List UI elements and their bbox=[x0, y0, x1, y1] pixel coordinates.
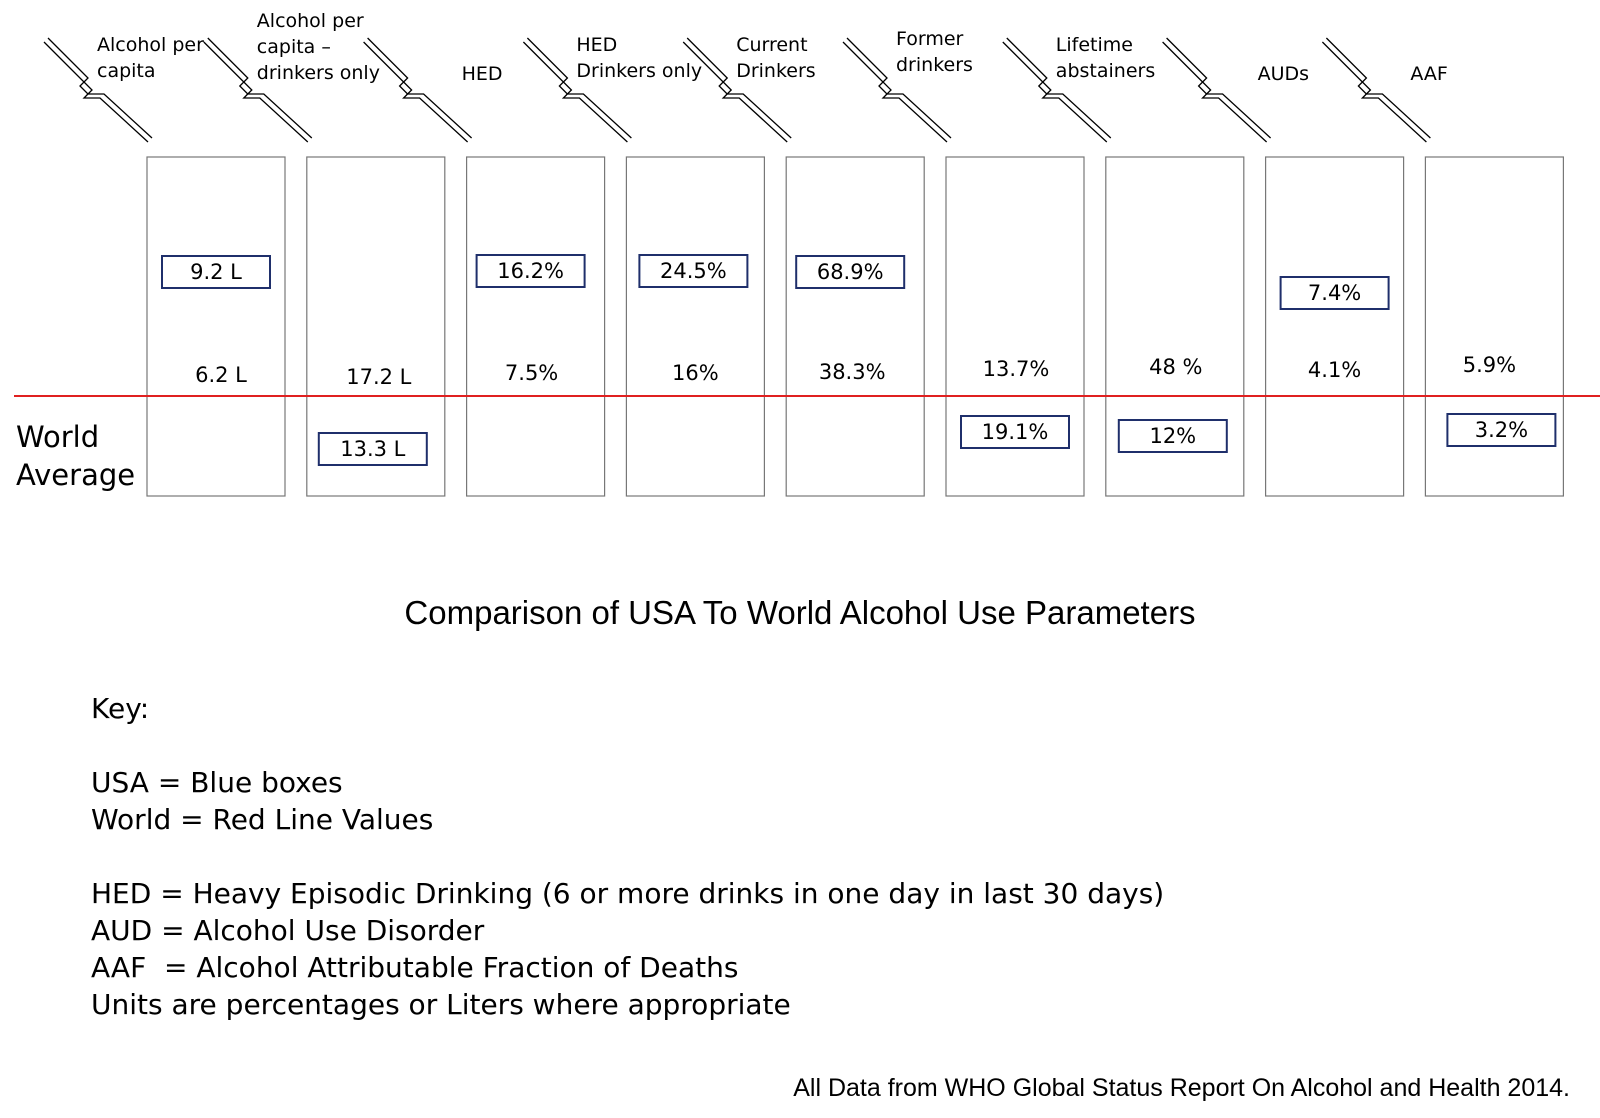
world-value: 13.7% bbox=[982, 357, 1050, 381]
world-average-label-line1: World bbox=[16, 420, 100, 454]
category-label: capita bbox=[97, 60, 156, 82]
category-label: HED bbox=[461, 63, 503, 85]
arrow-icon bbox=[368, 38, 472, 138]
key-line: World = Red Line Values bbox=[91, 803, 434, 836]
category-label: Current bbox=[736, 34, 808, 56]
arrow-icon bbox=[683, 42, 787, 142]
key-legend bbox=[91, 690, 1164, 1023]
world-value: 17.2 L bbox=[346, 365, 412, 389]
column-box bbox=[1266, 157, 1404, 496]
usa-value: 19.1% bbox=[981, 420, 1049, 444]
arrow-icon bbox=[1167, 38, 1271, 138]
arrow-icon bbox=[1322, 42, 1426, 142]
arrow-icon bbox=[523, 42, 627, 142]
world-value: 5.9% bbox=[1462, 353, 1517, 377]
key-line: USA = Blue boxes bbox=[91, 766, 343, 799]
category-label: Drinkers only bbox=[576, 60, 703, 82]
key-line: AUD = Alcohol Use Disorder bbox=[91, 914, 485, 947]
category-label: HED bbox=[576, 34, 618, 56]
key-line: AAF = Alcohol Attributable Fraction of Deaths bbox=[91, 951, 739, 984]
category-label: Lifetime bbox=[1055, 34, 1133, 56]
world-value: 6.2 L bbox=[195, 363, 247, 387]
category-label: AAF bbox=[1410, 63, 1448, 85]
column-box bbox=[786, 157, 924, 496]
usa-value: 3.2% bbox=[1474, 418, 1529, 442]
arrow-icon bbox=[847, 38, 951, 138]
category-label: AUDs bbox=[1257, 63, 1310, 85]
usa-value: 24.5% bbox=[660, 259, 727, 283]
category-label: capita – bbox=[256, 36, 331, 58]
arrow-icon bbox=[1163, 42, 1267, 142]
column-box bbox=[467, 157, 605, 496]
key-heading: Key: bbox=[91, 692, 150, 725]
usa-value: 12% bbox=[1149, 424, 1197, 448]
column-box bbox=[147, 157, 285, 496]
column-box bbox=[626, 157, 764, 496]
category-label: abstainers bbox=[1055, 60, 1156, 82]
category-label: Former bbox=[896, 28, 964, 50]
category-label: drinkers only bbox=[256, 62, 380, 84]
world-value: 7.5% bbox=[504, 361, 559, 385]
key-line: Units are percentages or Liters where appropriate bbox=[91, 988, 791, 1021]
category-label: Drinkers bbox=[736, 60, 816, 82]
comparison-chart bbox=[0, 0, 1600, 510]
arrow-icon bbox=[364, 42, 468, 142]
world-value: 48 % bbox=[1149, 355, 1203, 379]
source-note: All Data from WHO Global Status Report On Alcohol and Health 2014. bbox=[793, 1074, 1570, 1102]
usa-value: 68.9% bbox=[816, 260, 884, 284]
category-label: Alcohol per bbox=[256, 10, 364, 32]
world-value: 4.1% bbox=[1307, 358, 1362, 382]
category-label: Alcohol per bbox=[97, 34, 204, 56]
world-average-label-line2: Average bbox=[16, 458, 136, 492]
chart-title: Comparison of USA To World Alcohol Use Parameters bbox=[404, 594, 1196, 631]
key-line bbox=[91, 838, 1164, 875]
usa-value: 13.3 L bbox=[340, 437, 406, 461]
arrow-icon bbox=[1003, 42, 1107, 142]
arrow-icon bbox=[1326, 38, 1430, 138]
key-line: HED = Heavy Episodic Drinking (6 or more drinks in one day in last 30 days) bbox=[91, 877, 1165, 910]
category-label: drinkers bbox=[896, 54, 973, 76]
world-value: 16% bbox=[672, 361, 719, 385]
usa-value: 16.2% bbox=[497, 259, 564, 283]
world-value: 38.3% bbox=[818, 360, 886, 384]
arrow-icon bbox=[44, 42, 148, 142]
usa-value: 9.2 L bbox=[190, 260, 242, 284]
usa-value: 7.4% bbox=[1307, 281, 1362, 305]
